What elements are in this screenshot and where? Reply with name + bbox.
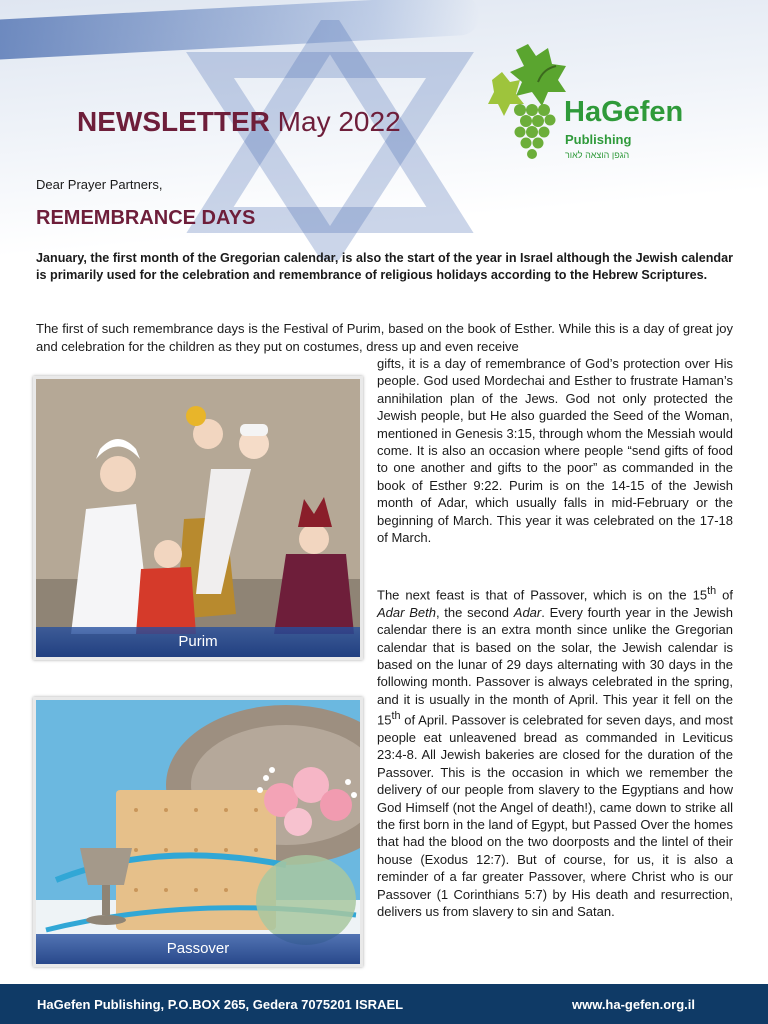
footer-address: HaGefen Publishing, P.O.BOX 265, Gedera 7075201 ISRAEL — [37, 997, 404, 1012]
section-heading: REMEMBRANCE DAYS — [36, 207, 256, 229]
purim-caption: Purim — [36, 627, 360, 657]
website-link[interactable]: www.ha-gefen.org.il — [571, 997, 695, 1012]
passover-paragraph: The next feast is that of Passover, which is on the 15th of Adar Beth, the second Adar. Every fourth year in the Jewish calendar there is an extra month since unlike the Gregorian calendar that is based on the solar, the Jewish calendar is based on the lunar of 29 days alternating with 30 days in the following month. Passover is always celebrated in the spring, and it is usually in the month of April. This year it fell on the 15th of April. Passover is celebrated for seven days, and most people eat unleavened bread as commanded in Leviticus 23:4-8. All Jewish bakeries are closed for the duration of the Passover. This is the occasion in which we remember the delivery of our people from slavery to the Egyptians and how God Himself (not the Angel of death!), came down to strike all the first born in the land of Egypt, but Passed Over the homes that had the blood on the two doorposts and the lintel of their house (Exodus 12:7). But of course, for us, it is also a reminder of a far greater Passover, where Christ who is our Passover (1 Corinthians 5:7) by His death and resurrection, delivers us from slavery to sin and Satan. — [377, 585, 733, 919]
passover-caption: Passover — [36, 934, 360, 964]
purim-photo — [33, 376, 363, 660]
title-month: May 2022 — [277, 106, 401, 137]
purim-intro-paragraph: The first of such remembrance days is the Festival of Purim, based on the book of Esther. While this is a day of great joy and celebration for the children as they put on costumes, dress up and even receive — [36, 321, 733, 354]
hagefen-logo — [486, 42, 696, 172]
grape-vine-icon — [486, 42, 576, 167]
logo-name: HaGefen — [564, 96, 684, 128]
passover-photo — [33, 697, 363, 967]
logo-publishing: Publishing — [565, 132, 632, 147]
intro-paragraph: January, the first month of the Gregorian calendar, is also the start of the year in Israel although the Jewish calendar is primarily used for the celebration and remembrance of religious holidays according to the Hebrew Scriptures. — [36, 251, 733, 282]
salutation: Dear Prayer Partners, — [36, 177, 163, 192]
logo-hebrew-text: הגפן הוצאה לאור — [565, 150, 630, 160]
passover-table-image — [36, 700, 360, 964]
purim-children-image — [36, 379, 360, 657]
footer — [0, 984, 768, 1024]
title-word: NEWSLETTER — [77, 106, 270, 137]
purim-paragraph: gifts, it is a day of remembrance of God’s protection over His people. God used Mordechai and Esther to frustrate Haman’s annihilation plan of the Jews. God not only protected the Jewish people, but He also guarded the Seed of the Woman, mentioned in Genesis 3:15, through whom the Messiah would come. It is also an occasion where people “send gifts of food to one another and gifts to the poor” as commanded in the book of Esther 9:22. Purim is on the 14-15 of the Jewish month of Adar, which usually falls in mid-February or the beginning of March. This year it was celebrated on the 17-18 of March. — [377, 356, 733, 546]
newsletter-title — [77, 106, 401, 138]
